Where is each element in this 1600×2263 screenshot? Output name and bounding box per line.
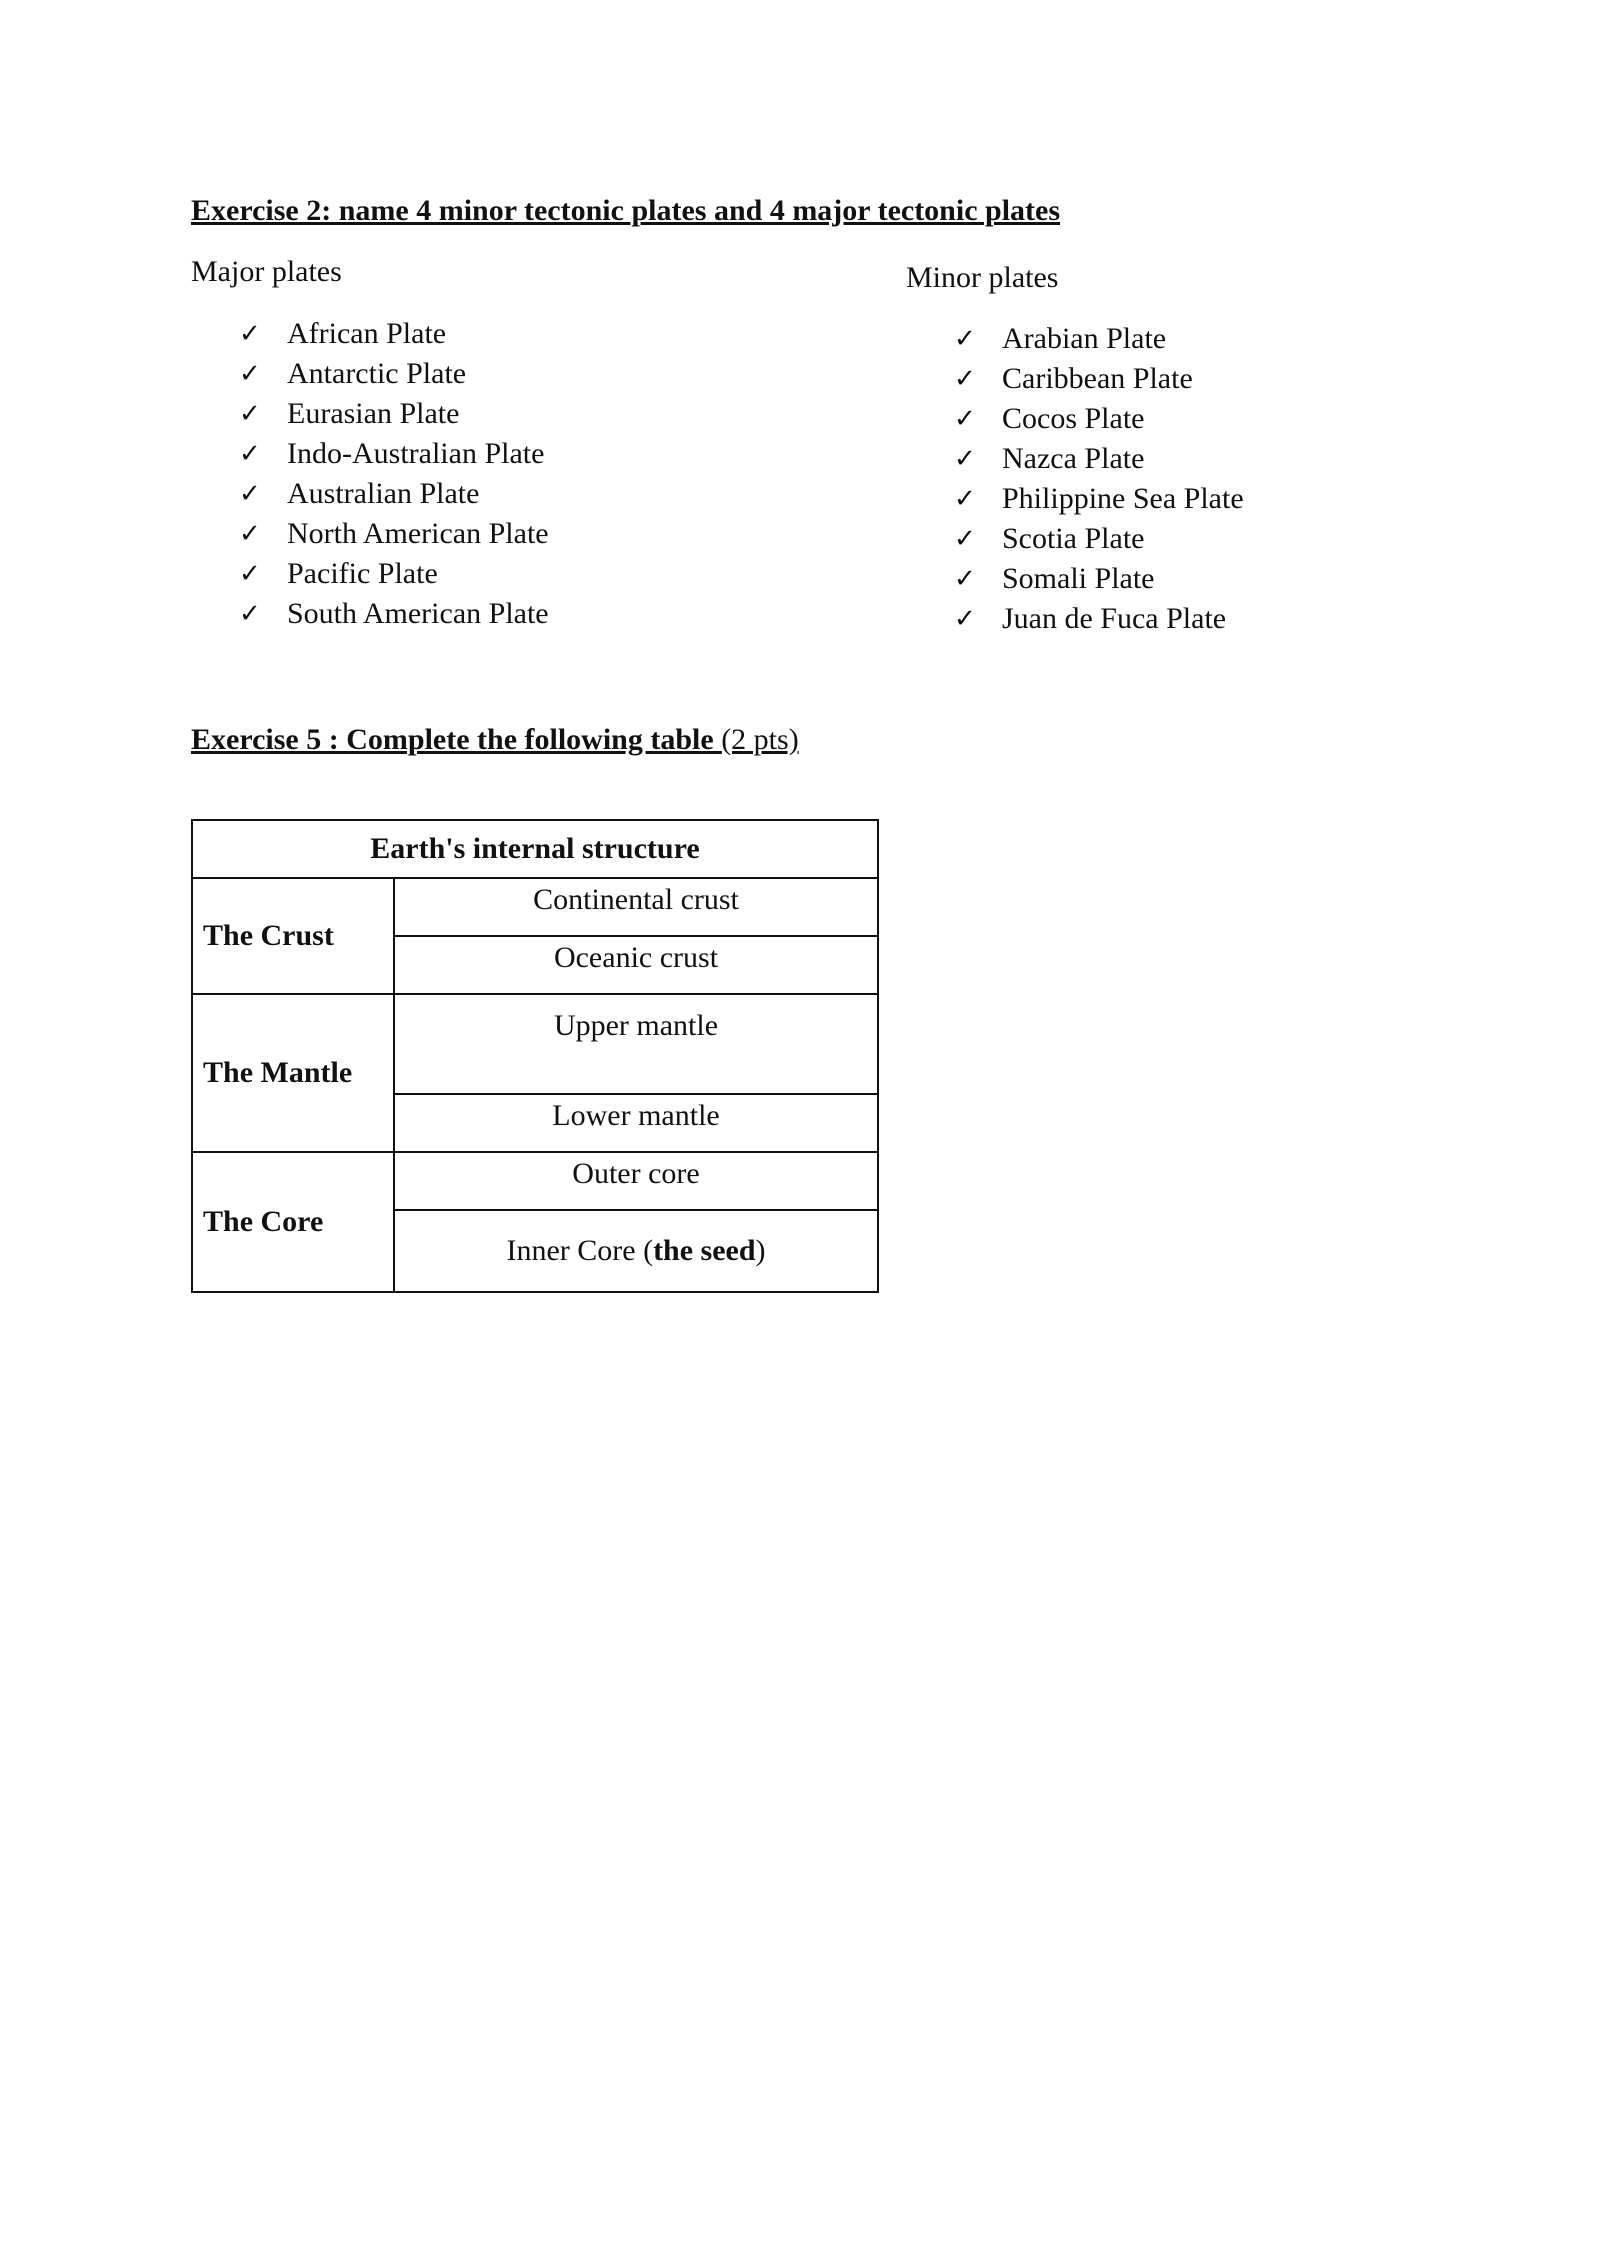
checkmark-icon: ✓	[239, 439, 261, 469]
plate-name: North American Plate	[287, 517, 549, 550]
list-item	[954, 519, 1244, 559]
plate-name: Caribbean Plate	[1002, 362, 1193, 395]
major-plates-title: Major plates	[191, 255, 342, 288]
checkmark-icon: ✓	[954, 324, 976, 354]
list-item	[239, 354, 549, 394]
inner-core-prefix: Inner Core (	[506, 1234, 654, 1267]
checkmark-icon: ✓	[239, 359, 261, 389]
minor-plates-list	[954, 319, 1244, 639]
upper-mantle-cell: Upper mantle	[394, 994, 878, 1094]
plate-name: Cocos Plate	[1002, 402, 1145, 435]
plate-name: Antarctic Plate	[287, 357, 467, 390]
list-item	[239, 314, 549, 354]
crust-label: The Crust	[192, 878, 394, 994]
list-item	[239, 434, 549, 474]
core-label: The Core	[192, 1152, 394, 1292]
checkmark-icon: ✓	[239, 319, 261, 349]
oceanic-crust-cell: Oceanic crust	[394, 936, 878, 994]
table-header-row	[192, 820, 878, 878]
points-label: (2 pts)	[721, 723, 799, 756]
list-item	[954, 599, 1244, 639]
continental-crust-cell: Continental crust	[394, 878, 878, 936]
list-item	[239, 474, 549, 514]
plate-name: Philippine Sea Plate	[1002, 482, 1244, 515]
checkmark-icon: ✓	[239, 519, 261, 549]
list-item	[239, 514, 549, 554]
list-item	[954, 399, 1244, 439]
table-row	[192, 1152, 878, 1210]
outer-core-cell: Outer core	[394, 1152, 878, 1210]
list-item	[239, 594, 549, 634]
major-plates-list	[239, 314, 549, 634]
checkmark-icon: ✓	[954, 444, 976, 474]
checkmark-icon: ✓	[239, 479, 261, 509]
plate-name: Scotia Plate	[1002, 522, 1145, 555]
list-item	[954, 559, 1244, 599]
plate-name: Eurasian Plate	[287, 397, 460, 430]
exercise-5-title: Exercise 5 : Complete the following table	[191, 723, 722, 756]
list-item	[954, 479, 1244, 519]
plate-name: South American Plate	[287, 597, 549, 630]
checkmark-icon: ✓	[239, 399, 261, 429]
table-header: Earth's internal structure	[192, 820, 878, 878]
exercise-2-heading: Exercise 2: name 4 minor tectonic plates and 4 major tectonic plates	[191, 194, 1061, 227]
list-item	[954, 319, 1244, 359]
plate-name: Somali Plate	[1002, 562, 1155, 595]
exercise-5-heading	[191, 725, 799, 755]
plate-name: Nazca Plate	[1002, 442, 1145, 475]
checkmark-icon: ✓	[954, 604, 976, 634]
plate-name: Australian Plate	[287, 477, 480, 510]
earth-structure-table	[191, 819, 879, 1293]
checkmark-icon: ✓	[239, 599, 261, 629]
plate-name: Pacific Plate	[287, 557, 438, 590]
checkmark-icon: ✓	[954, 404, 976, 434]
checkmark-icon: ✓	[954, 364, 976, 394]
inner-core-bold: the seed	[653, 1234, 756, 1267]
minor-plates-title: Minor plates	[906, 261, 1059, 294]
mantle-label: The Mantle	[192, 994, 394, 1152]
list-item	[954, 359, 1244, 399]
plate-name: Juan de Fuca Plate	[1002, 602, 1227, 635]
table-row	[192, 994, 878, 1094]
checkmark-icon: ✓	[954, 524, 976, 554]
table-row	[192, 878, 878, 936]
inner-core-suffix: )	[755, 1234, 766, 1267]
inner-core-cell	[394, 1210, 878, 1292]
list-item	[239, 394, 549, 434]
checkmark-icon: ✓	[954, 564, 976, 594]
plate-name: African Plate	[287, 317, 447, 350]
checkmark-icon: ✓	[954, 484, 976, 514]
list-item	[239, 554, 549, 594]
checkmark-icon: ✓	[239, 559, 261, 589]
list-item	[954, 439, 1244, 479]
lower-mantle-cell: Lower mantle	[394, 1094, 878, 1152]
plate-name: Arabian Plate	[1002, 322, 1167, 355]
plate-name: Indo-Australian Plate	[287, 437, 545, 470]
